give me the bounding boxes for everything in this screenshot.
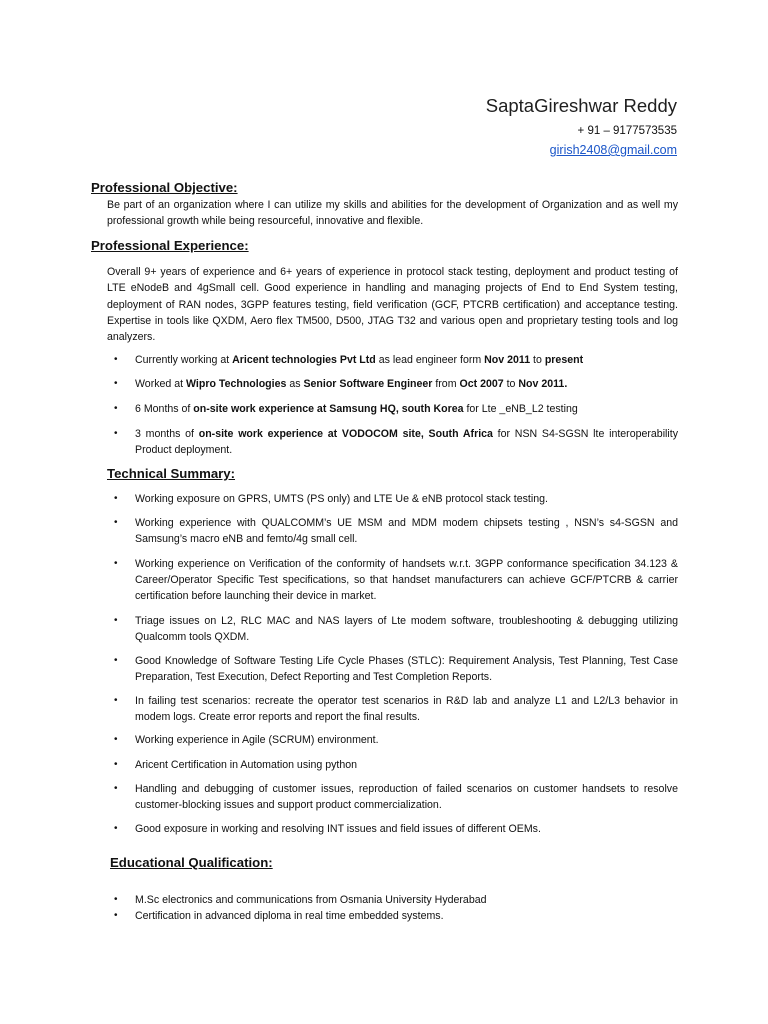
- education-heading: Educational Qualification:: [110, 855, 273, 870]
- candidate-name: SaptaGireshwar Reddy: [485, 95, 677, 116]
- bullet-icon: •: [114, 759, 118, 770]
- bullet-icon: •: [114, 823, 118, 834]
- experience-summary: Overall 9+ years of experience and 6+ years of experience in protocol stack testing, deployment and product testing of LTE eNodeB and 4gSmall cell. Good experience in handling and managing projects of End to End System testing, deployment of RAN nodes, 3GPP features testing, field verification (GCF, PTCRB certification) and acceptance testing. Expertise in tools like QXDM, Aero flex TM500, D500, JTAG T32 and various open and proprietary testing tools and log analyzers.: [107, 266, 678, 344]
- bullet-icon: •: [114, 558, 118, 569]
- bullet-icon: •: [114, 734, 118, 745]
- bullet-icon: •: [114, 695, 118, 706]
- bullet-icon: •: [114, 910, 118, 921]
- bullet-icon: •: [114, 655, 118, 666]
- bullet-icon: •: [114, 517, 118, 528]
- bullet-icon: •: [114, 783, 118, 794]
- bullet-icon: •: [114, 354, 118, 365]
- experience-heading: Professional Experience:: [91, 238, 249, 253]
- bullet-icon: •: [114, 378, 118, 389]
- bullet-icon: •: [114, 403, 118, 414]
- resume-page: SaptaGireshwar Reddy + 91 – 9177573535 girish2408@gmail.com Professional Objective: Be part of an organization where I can utilize my skills and abilities for the development of Organization and as well my professional growth while being resourceful, innovative and flexible. Professional Experience: Overall 9+ years of experience and 6+ years of experience in protocol stack testing, deployment and product testing of LTE eNodeB and 4gSmall cell. Good experience in handling and managing projects of End to End System testing, deployment of RAN nodes, 3GPP features testing, field verification (GCF, PTCRB certification) and acceptance testing. Expertise in tools like QXDM, Aero flex TM500, D500, JTAG T32 and various open and proprietary testing tools and log analyzers. • Currently working at Aricent technologies Pvt Ltd as lead engineer form Nov 2011 to present • Worked at Wipro Technologies as Senior Software Engineer from Oct 2007 to Nov 2011. • 6 Months of on-site work experience at Samsung HQ, south Korea for Lte _eNB_L2 testing • 3 months of on-site work experience at VODOCOM site, South Africa for NSN S4-SGSN lte interoperability Product deployment. Technical Summary: • Working exposure on GPRS, UMTS (PS only) and LTE Ue & eNB protocol stack testing. • Working experience with QUALCOMM’s UE MSM and MDM modem chipsets testing , NSN’s s4-SGSN and Samsung’s macro eNB and femto/4g small cell. • Working experience on Verification of the conformity of handsets w.r.t. 3GPP conformance specification 34.123 & Career/Operator Specific Test specifications, so that handset manufacturers can achieve GCF/PTCRB & carrier certification before launching their device in market. • Triage issues on L2, RLC MAC and NAS layers of Lte modem software, troubleshooting & debugging utilizing Qualcomm tools QXDM. • Good Knowledge of Software Testing Life Cycle Phases (STLC): Requirement Analysis, Test Planning, Test Case Preparation, Test Execution, Defect Reporting and Test Completion Reports. • In failing test scenarios: recreate the operator test scenarios in R&D lab and analyze L1 and L2/L3 behavior in modem logs. Create error reports and report the final results. • Working experience in Agile (SCRUM) environment. • Aricent Certification in Automation using python • Handling and debugging of customer issues, reproduction of failed scenarios on customer handsets to resolve customer-blocking issues and support product commercialization. • Good exposure in working and resolving INT issues and field issues of different OEMs. Educational Qualification: • M.Sc electronics and communications from Osmania University Hyderabad • Certification in advanced diploma in real time embedded systems.: [91, 95, 678, 922]
- bullet-icon: •: [114, 428, 118, 439]
- technical-heading: Technical Summary:: [107, 466, 236, 481]
- email-link[interactable]: girish2408@gmail.com: [549, 143, 677, 157]
- phone-number: + 91 – 9177573535: [577, 125, 677, 137]
- bullet-icon: •: [114, 894, 118, 905]
- objective-text: Be part of an organization where I can utilize my skills and abilities for the development of Organization and as well my professional growth while being resourceful, innovative and flexible.: [107, 199, 678, 228]
- bullet-icon: •: [114, 615, 118, 626]
- objective-heading: Professional Objective:: [91, 180, 238, 195]
- contact-header: [486, 94, 677, 159]
- bullet-icon: •: [114, 493, 118, 504]
